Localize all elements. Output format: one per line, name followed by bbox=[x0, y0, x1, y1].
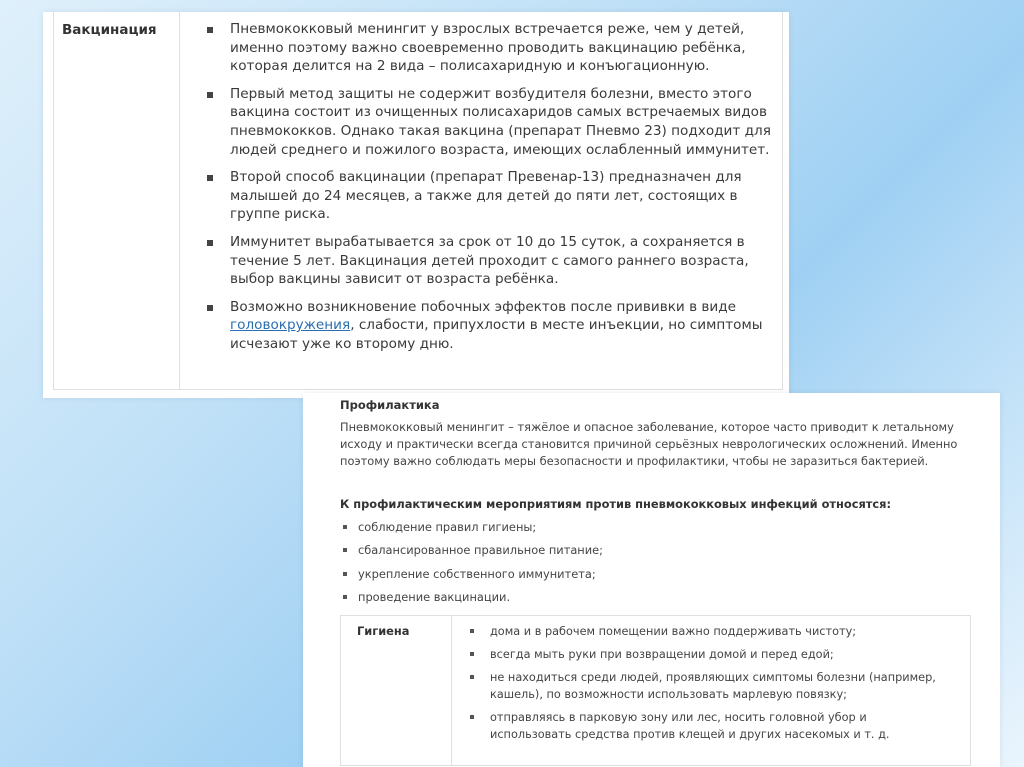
list-item: отправляясь в парковую зону или лес, носить головной убор и использовать средства против клещей и других насекомых и т. д. bbox=[468, 709, 948, 743]
list-item: дома и в рабочем помещении важно поддерживать чистоту; bbox=[468, 623, 948, 640]
prevention-title: Профилактика bbox=[340, 398, 440, 412]
vaccination-label: Вакцинация bbox=[62, 22, 157, 38]
vaccination-label-cell bbox=[54, 12, 180, 389]
item-text-before: Возможно возникновение побочных эффектов после прививки в виде bbox=[230, 298, 737, 315]
vaccination-panel bbox=[43, 12, 789, 398]
hygiene-list bbox=[468, 623, 948, 749]
prevention-paragraph: Пневмококковый менингит – тяжёлое и опасное заболевание, которое часто приводит к летальному исходу и практически всегда становится причиной серьёзных неврологических осложнений. Именно поэтому важно соблюдать меры безопасности и профилактики, чтобы не заразиться бактерией. bbox=[340, 420, 958, 469]
measures-subheading: К профилактическим мероприятиям против пневмококковых инфекций относятся: bbox=[340, 497, 892, 511]
hygiene-table bbox=[340, 615, 971, 766]
list-item: Первый метод защиты не содержит возбудителя болезни, вместо этого вакцина состоит из очищенных полисахаридов самых встречаемых видов пневмококков. Однако такая вакцина (препарат Пневмо 23) подходит для людей среднего и пожилого возраста, имеющих ослабленный иммунитет. bbox=[204, 85, 774, 159]
vaccination-list bbox=[204, 20, 774, 363]
hygiene-label-cell bbox=[341, 616, 452, 765]
list-item: не находиться среди людей, проявляющих симптомы болезни (например, кашель), по возможности использовать марлевую повязку; bbox=[468, 669, 948, 703]
list-item: соблюдение правил гигиены; bbox=[340, 520, 940, 535]
item-text-after: , слабости, припухлости в месте инъекции, но симптомы исчезают уже ко второму дню. bbox=[230, 317, 763, 352]
list-item: Пневмококковый менингит у взрослых встречается реже, чем у детей, именно поэтому важно своевременно проводить вакцинацию ребёнка, которая делится на 2 вида – полисахаридную и конъюгационную. bbox=[204, 20, 774, 76]
list-item: Иммунитет вырабатывается за срок от 10 до 15 суток, а сохраняется в течение 5 лет. Вакцинация детей проходит с самого раннего возраста, выбор вакцины зависит от возраста ребёнка. bbox=[204, 233, 774, 289]
measures-list bbox=[340, 520, 940, 613]
list-item: Второй способ вакцинации (препарат Превенар-13) предназначен для малышей до 24 месяцев, а также для детей до пяти лет, состоящих в группе риска. bbox=[204, 168, 774, 224]
hygiene-label: Гигиена bbox=[357, 624, 410, 638]
list-item bbox=[204, 298, 774, 354]
list-item: сбалансированное правильное питание; bbox=[340, 543, 940, 558]
list-item: проведение вакцинации. bbox=[340, 590, 940, 605]
list-item: укрепление собственного иммунитета; bbox=[340, 567, 940, 582]
prevention-panel bbox=[303, 393, 1000, 767]
dizziness-link[interactable]: головокружения bbox=[230, 317, 351, 334]
list-item: всегда мыть руки при возвращении домой и перед едой; bbox=[468, 646, 948, 663]
vaccination-table-row bbox=[53, 12, 783, 390]
